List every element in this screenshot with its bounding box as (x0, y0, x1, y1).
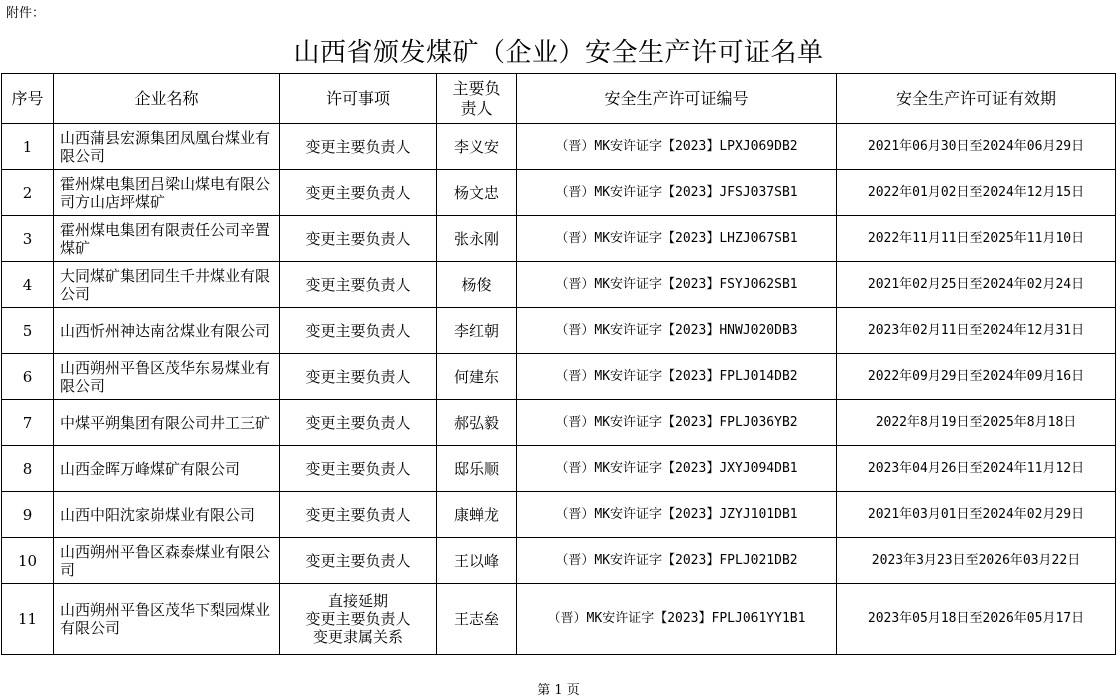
cell-validity: 2021年06月30日至2024年06月29日 (837, 124, 1116, 170)
cell-person: 何建东 (437, 354, 517, 400)
attachment-label: 附件： (6, 6, 46, 21)
cell-license: （晋）MK安许证字【2023】FPLJ061YY1B1 (517, 584, 837, 655)
cell-company: 山西朔州平鲁区森泰煤业有限公司 (54, 538, 280, 584)
cell-validity: 2023年05月18日至2026年05月17日 (837, 584, 1116, 655)
table-row (2, 584, 1116, 655)
matter-item: 变更主要负责人 (305, 137, 411, 156)
matter-item: 变更主要负责人 (305, 229, 411, 248)
cell-seq: 11 (2, 584, 54, 655)
cell-license: （晋）MK安许证字【2023】FPLJ036YB2 (517, 400, 837, 446)
cell-person: 王志垒 (437, 584, 517, 655)
cell-company: 霍州煤电集团有限责任公司辛置煤矿 (54, 216, 280, 262)
table-row (2, 124, 1116, 170)
matter-item: 变更主要负责人 (305, 610, 411, 628)
matter-item: 变更主要负责人 (305, 505, 411, 524)
cell-matter (280, 124, 437, 170)
matter-item: 变更主要负责人 (305, 551, 411, 570)
header-person: 主要负责人 (437, 74, 517, 124)
cell-matter (280, 262, 437, 308)
matter-item: 直接延期 (327, 592, 388, 610)
cell-person: 邸乐顺 (437, 446, 517, 492)
cell-matter (280, 308, 437, 354)
cell-company: 山西忻州神达南岔煤业有限公司 (54, 308, 280, 354)
cell-person: 杨俊 (437, 262, 517, 308)
cell-matter (280, 446, 437, 492)
page-number: 第 1 页 (537, 683, 580, 698)
cell-seq: 9 (2, 492, 54, 538)
cell-license: （晋）MK安许证字【2023】FSYJ062SB1 (517, 262, 837, 308)
cell-company: 山西中阳沈家峁煤业有限公司 (54, 492, 280, 538)
cell-seq: 7 (2, 400, 54, 446)
page-title: 山西省颁发煤矿（企业）安全生产许可证名单 (293, 38, 824, 68)
license-table (1, 73, 1116, 655)
matter-item: 变更主要负责人 (305, 321, 411, 340)
matter-item: 变更主要负责人 (305, 459, 411, 478)
cell-person: 郝弘毅 (437, 400, 517, 446)
table-row (2, 354, 1116, 400)
cell-matter (280, 170, 437, 216)
cell-validity: 2023年02月11日至2024年12月31日 (837, 308, 1116, 354)
cell-company: 山西朔州平鲁区茂华下梨园煤业有限公司 (54, 584, 280, 655)
cell-validity: 2023年04月26日至2024年11月12日 (837, 446, 1116, 492)
table-row (2, 262, 1116, 308)
cell-validity: 2022年01月02日至2024年12月15日 (837, 170, 1116, 216)
cell-matter (280, 354, 437, 400)
cell-seq: 10 (2, 538, 54, 584)
cell-license: （晋）MK安许证字【2023】JXYJ094DB1 (517, 446, 837, 492)
cell-license: （晋）MK安许证字【2023】LPXJ069DB2 (517, 124, 837, 170)
cell-person: 王以峰 (437, 538, 517, 584)
cell-license: （晋）MK安许证字【2023】JFSJ037SB1 (517, 170, 837, 216)
cell-company: 山西蒲县宏源集团凤凰台煤业有限公司 (54, 124, 280, 170)
header-seq: 序号 (2, 74, 54, 124)
cell-license: （晋）MK安许证字【2023】FPLJ021DB2 (517, 538, 837, 584)
cell-matter (280, 216, 437, 262)
cell-validity: 2022年09月29日至2024年09月16日 (837, 354, 1116, 400)
cell-validity: 2021年02月25日至2024年02月24日 (837, 262, 1116, 308)
cell-company: 霍州煤电集团吕梁山煤电有限公司方山店坪煤矿 (54, 170, 280, 216)
table-row (2, 446, 1116, 492)
cell-license: （晋）MK安许证字【2023】JZYJ101DB1 (517, 492, 837, 538)
cell-license: （晋）MK安许证字【2023】HNWJ020DB3 (517, 308, 837, 354)
cell-matter (280, 584, 437, 655)
cell-company: 山西朔州平鲁区茂华东易煤业有限公司 (54, 354, 280, 400)
header-company: 企业名称 (54, 74, 280, 124)
matter-item: 变更隶属关系 (312, 628, 403, 646)
cell-seq: 4 (2, 262, 54, 308)
matter-item: 变更主要负责人 (305, 183, 411, 202)
cell-company: 大同煤矿集团同生千井煤业有限公司 (54, 262, 280, 308)
cell-person: 李红朝 (437, 308, 517, 354)
cell-matter (280, 400, 437, 446)
cell-validity: 2021年03月01日至2024年02月29日 (837, 492, 1116, 538)
cell-company: 中煤平朔集团有限公司井工三矿 (54, 400, 280, 446)
cell-seq: 8 (2, 446, 54, 492)
cell-validity: 2022年11月11日至2025年11月10日 (837, 216, 1116, 262)
table-row (2, 170, 1116, 216)
cell-person: 康蝉龙 (437, 492, 517, 538)
cell-person: 张永刚 (437, 216, 517, 262)
cell-person: 杨文忠 (437, 170, 517, 216)
cell-seq: 3 (2, 216, 54, 262)
table-row (2, 400, 1116, 446)
header-validity: 安全生产许可证有效期 (837, 74, 1116, 124)
table-row (2, 538, 1116, 584)
header-license: 安全生产许可证编号 (517, 74, 837, 124)
cell-validity: 2023年3月23日至2026年03月22日 (837, 538, 1116, 584)
cell-validity: 2022年8月19日至2025年8月18日 (837, 400, 1116, 446)
cell-matter (280, 492, 437, 538)
cell-person: 李义安 (437, 124, 517, 170)
cell-seq: 2 (2, 170, 54, 216)
table-header-row (2, 74, 1116, 124)
cell-seq: 6 (2, 354, 54, 400)
cell-company: 山西金晖万峰煤矿有限公司 (54, 446, 280, 492)
cell-seq: 1 (2, 124, 54, 170)
table-row (2, 216, 1116, 262)
header-matter: 许可事项 (280, 74, 437, 124)
cell-matter (280, 538, 437, 584)
cell-license: （晋）MK安许证字【2023】FPLJ014DB2 (517, 354, 837, 400)
matter-item: 变更主要负责人 (305, 275, 411, 294)
cell-license: （晋）MK安许证字【2023】LHZJ067SB1 (517, 216, 837, 262)
cell-seq: 5 (2, 308, 54, 354)
matter-item: 变更主要负责人 (305, 367, 411, 386)
matter-item: 变更主要负责人 (305, 413, 411, 432)
table-row (2, 308, 1116, 354)
table-row (2, 492, 1116, 538)
